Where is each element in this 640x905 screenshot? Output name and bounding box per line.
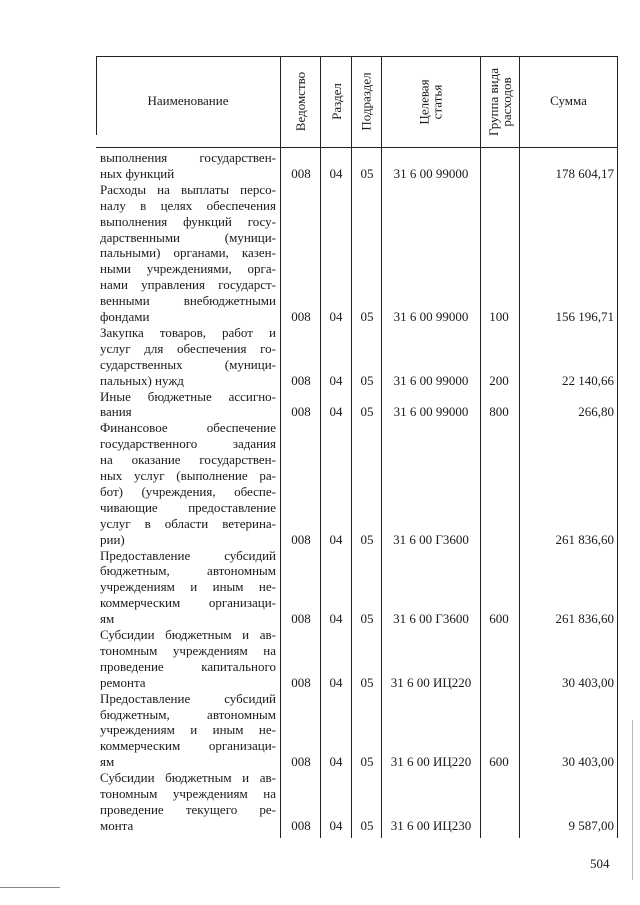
- header-celevaya-line1: Целевая: [416, 78, 432, 125]
- row-name-line: Финансовое обеспечение: [100, 420, 276, 436]
- row-name-line: государственного задания: [100, 436, 276, 452]
- scan-mark: [0, 887, 60, 888]
- col-line-4: [381, 56, 382, 838]
- scan-mark: [632, 720, 633, 880]
- header-name-text: Наименование: [147, 93, 229, 108]
- row-cel: 31 6 00 ИЦ220: [390, 674, 472, 690]
- row-name-line: ных функций: [100, 165, 175, 181]
- row-raz: 04: [329, 165, 343, 181]
- row-name-line: Предоставление субсидий: [100, 690, 276, 706]
- header-gruppa-line2: расходов: [499, 76, 515, 127]
- row-pod: 05: [360, 165, 374, 181]
- page-number: 504: [590, 856, 610, 871]
- row-ved: 008: [291, 404, 311, 420]
- row-raz: 04: [329, 372, 343, 388]
- col-line-6: [519, 56, 520, 838]
- row-cel: 31 6 00 99000: [393, 165, 469, 181]
- row-name-line: ными учреждениями, орга-: [100, 261, 276, 277]
- row-name-line: рии): [100, 531, 125, 547]
- row-name-line: вания: [100, 404, 132, 420]
- row-name: [100, 325, 276, 389]
- row-raz: 04: [329, 674, 343, 690]
- row-name-line: Расходы на выплаты персо-: [100, 181, 276, 197]
- row-sum: 22 140,66: [562, 372, 614, 388]
- row-name-line: пальными) органами, казен-: [100, 245, 276, 261]
- row-name-line: сударственных (муници-: [100, 356, 276, 372]
- col-line-2: [320, 56, 321, 838]
- row-ved: 008: [291, 165, 311, 181]
- row-name-line: на оказание государствен-: [100, 452, 276, 468]
- row-grp: 600: [489, 611, 509, 627]
- row-ved: 008: [291, 372, 311, 388]
- header-vedomstvo-text: Ведомство: [293, 71, 308, 132]
- row-name: [100, 691, 276, 771]
- header-podrazdel: [352, 57, 381, 146]
- row-name-line: фондами: [100, 309, 150, 325]
- row-sum: 30 403,00: [562, 674, 614, 690]
- row-raz: 04: [329, 309, 343, 324]
- header-celevaya-line2: статья: [429, 84, 445, 119]
- row-name-line: Иные бюджетные ассигно-: [100, 388, 276, 404]
- row-raz: 04: [329, 754, 343, 770]
- col-line-1: [280, 56, 281, 838]
- row-pod: 05: [360, 674, 374, 690]
- header-name: [100, 94, 276, 108]
- row-sum: 9 587,00: [568, 817, 614, 833]
- row-sum: 30 403,00: [562, 754, 614, 770]
- header-summa-text: Сумма: [550, 93, 587, 108]
- row-sum: 261 836,60: [555, 531, 614, 547]
- col-line-left: [96, 56, 97, 135]
- row-name-line: ям: [100, 611, 115, 627]
- row-name-line: Закупка товаров, работ и: [100, 324, 276, 340]
- row-ved: 008: [291, 531, 311, 547]
- row-name-line: ям: [100, 754, 115, 770]
- row-name: [100, 389, 276, 421]
- row-raz: 04: [329, 404, 343, 420]
- row-name: [100, 150, 276, 182]
- row-grp: 100: [489, 309, 509, 324]
- row-cel: 31 6 00 Г3600: [393, 531, 469, 547]
- row-name-line: выполнения государствен-: [100, 150, 276, 165]
- row-raz: 04: [329, 817, 343, 833]
- row-name-line: нами управления государст-: [100, 277, 276, 293]
- row-name-line: Субсидии бюджетным и ав-: [100, 770, 276, 786]
- row-raz: 04: [329, 531, 343, 547]
- row-cel: 31 6 00 99000: [393, 309, 469, 324]
- row-cel: 31 6 00 ИЦ220: [390, 754, 472, 770]
- row-name-line: услуг для обеспечения го-: [100, 340, 276, 356]
- row-name: [100, 627, 276, 691]
- col-line-5: [480, 56, 481, 838]
- row-sum: 261 836,60: [555, 611, 614, 627]
- row-pod: 05: [360, 372, 374, 388]
- row-name-line: проведение капитального: [100, 658, 276, 674]
- row-name-line: выполнения функций госу-: [100, 213, 276, 229]
- row-pod: 05: [360, 309, 374, 324]
- row-name-line: учреждениям и иным не-: [100, 579, 276, 595]
- row-cel: 31 6 00 Г3600: [393, 611, 469, 627]
- row-name-line: услуг в области ветерина-: [100, 515, 276, 531]
- row-name-line: тономным учреждениям на: [100, 786, 276, 801]
- row-name-line: тономным учреждениям на: [100, 642, 276, 658]
- row-sum: 178 604,17: [555, 165, 614, 181]
- row-name-line: дарственными (муници-: [100, 229, 276, 245]
- row-sum: 156 196,71: [555, 309, 614, 324]
- row-name-line: коммерческим организаци-: [100, 595, 276, 611]
- row-ved: 008: [291, 309, 311, 324]
- header-razdel-text: Раздел: [328, 83, 344, 120]
- header-razdel: [321, 57, 351, 146]
- row-ved: 008: [291, 754, 311, 770]
- row-ved: 008: [291, 817, 311, 833]
- header-bottom-border: [96, 147, 618, 148]
- row-name-line: ремонта: [100, 674, 146, 690]
- row-name: [100, 770, 276, 834]
- row-sum: 266,80: [578, 404, 614, 420]
- row-pod: 05: [360, 611, 374, 627]
- row-name-line: чивающие предоставление: [100, 499, 276, 515]
- row-name-line: Субсидии бюджетным и ав-: [100, 627, 276, 642]
- row-name-line: пальных) нужд: [100, 372, 184, 388]
- row-raz: 04: [329, 611, 343, 627]
- col-line-right: [617, 56, 618, 838]
- col-line-3: [351, 56, 352, 838]
- row-name-line: Предоставление субсидий: [100, 547, 276, 563]
- row-grp: 200: [489, 372, 509, 388]
- header-vedomstvo: [281, 57, 320, 146]
- row-name: [100, 420, 276, 547]
- row-ved: 008: [291, 611, 311, 627]
- row-cel: 31 6 00 ИЦ230: [390, 817, 472, 833]
- row-name-line: учреждениям и иным не-: [100, 722, 276, 738]
- row-name-line: ных услуг (выполнение ра-: [100, 468, 276, 484]
- row-name-line: бюджетным, автономным: [100, 706, 276, 722]
- row-ved: 008: [291, 674, 311, 690]
- row-name-line: проведение текущего ре-: [100, 801, 276, 817]
- row-pod: 05: [360, 531, 374, 547]
- header-gruppa-line1: Группа вида: [486, 67, 502, 136]
- row-name-line: коммерческим организаци-: [100, 738, 276, 754]
- row-grp: 600: [489, 754, 509, 770]
- row-cel: 31 6 00 99000: [393, 404, 469, 420]
- row-name-line: бот) (учреждения, обеспе-: [100, 483, 276, 499]
- row-pod: 05: [360, 754, 374, 770]
- row-name-line: налу в целях обеспечения: [100, 197, 276, 213]
- row-pod: 05: [360, 404, 374, 420]
- row-name: [100, 548, 276, 628]
- row-grp: 800: [489, 404, 509, 420]
- header-gruppa: [481, 57, 519, 146]
- row-name: [100, 182, 276, 325]
- row-cel: 31 6 00 99000: [393, 372, 469, 388]
- row-pod: 05: [360, 817, 374, 833]
- row-name-line: венными внебюджетными: [100, 293, 276, 309]
- header-summa: [520, 94, 617, 108]
- header-podrazdel-text: Подраздел: [359, 72, 375, 131]
- row-name-line: монта: [100, 817, 134, 833]
- row-name-line: бюджетным, автономным: [100, 563, 276, 579]
- header-celevaya: [382, 57, 480, 146]
